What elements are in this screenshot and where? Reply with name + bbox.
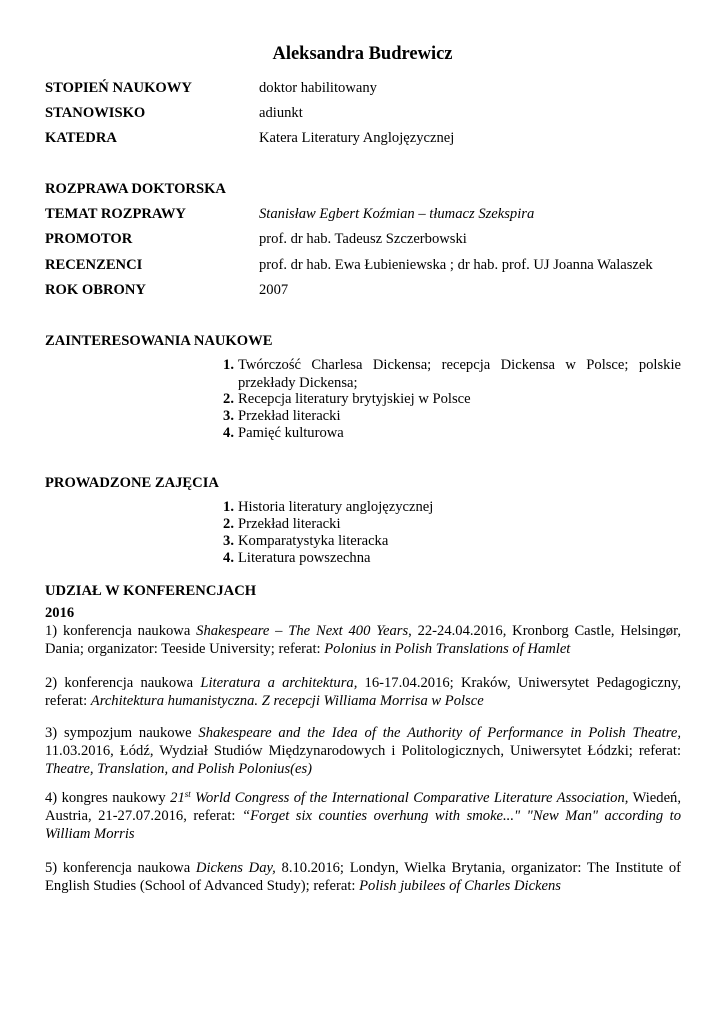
list-item [216, 356, 681, 392]
conferences-year: 2016 [45, 605, 75, 621]
department-label: KATEDRA [45, 130, 117, 146]
list-item-text: Przekład literacki [238, 516, 341, 532]
paper-title: “Forget six counties overhung with smoke..." "New Man" according to [241, 808, 682, 824]
degree-label: STOPIEŃ NAUKOWY [45, 80, 192, 96]
defense-year-value: 2007 [259, 282, 289, 298]
conference-type: 3) sympozjum naukowe [45, 725, 199, 741]
list-item-number: 3. [223, 533, 234, 549]
paper-title: Polonius in Polish Translations of Hamlet [324, 641, 571, 657]
conference-type: 1) konferencja naukowa [45, 623, 197, 639]
paper-title: Polish jubilees of Charles Dickens [359, 878, 561, 894]
list-item-text: Komparatystyka literacka [238, 533, 389, 549]
list-item [216, 390, 681, 408]
thesis-topic-label: TEMAT ROZPRAWY [45, 206, 186, 222]
conference-title [170, 790, 628, 806]
conference-details: 11.03.2016, Łódź, Wydział Studiów Międzynarodowych i Politologicznych, Uniwersytet Łódzki; referat: [45, 743, 681, 759]
conference-entry-1 [45, 622, 681, 658]
courses-heading: PROWADZONE ZAJĘCIA [45, 475, 219, 491]
conference-entry-2 [45, 674, 681, 710]
list-item [216, 498, 681, 516]
interests-heading: ZAINTERESOWANIA NAUKOWE [45, 333, 273, 349]
conference-details: Wiedeń, [628, 790, 682, 806]
paper-title: Theatre, Translation, and Polish Polonius(es) [45, 761, 313, 777]
conference-entry-5 [45, 859, 681, 895]
list-item-number: 1. [223, 357, 234, 373]
promotor-value: prof. dr hab. Tadeusz Szczerbowski [259, 231, 467, 247]
list-item-text: Przekład literacki [238, 408, 341, 424]
list-item-text: Recepcja literatury brytyjskiej w Polsce [238, 391, 471, 407]
list-item-number: 3. [223, 408, 234, 424]
conference-title: Shakespeare and the Idea of the Authority of Performance in Polish Theatre, [198, 725, 682, 741]
conference-details: 8.10.2016; Londyn, Wielka Brytania, organizator: The Institute of [275, 860, 682, 876]
list-item [216, 532, 681, 550]
degree-value: doktor habilitowany [259, 80, 377, 96]
thesis-topic-value: Stanisław Egbert Koźmian – tłumacz Szekspira [259, 206, 535, 222]
list-item-number: 2. [223, 516, 234, 532]
conference-details: 16-17.04.2016; Kraków, Uniwersytet Pedagogiczny, [357, 675, 681, 691]
list-item-text: Pamięć kulturowa [238, 425, 344, 441]
conference-details-cont: English Studies (School of Advanced Study); referat: [45, 878, 360, 894]
list-item-text: Twórczość Charlesa Dickensa; recepcja Dickensa w Polsce; polskie przekłady Dickensa; [238, 357, 681, 391]
list-item [216, 549, 681, 567]
position-value: adiunkt [259, 105, 303, 121]
ordinal-number: 21 [170, 790, 185, 806]
page-title: Aleksandra Budrewicz [272, 44, 453, 64]
conference-type: 2) konferencja naukowa [45, 675, 201, 691]
conference-details-cont: Dania; organizator: Teeside University; referat: [45, 641, 325, 657]
list-item [216, 407, 681, 425]
conferences-heading: UDZIAŁ W KONFERENCJACH [45, 583, 257, 599]
department-value: Katera Literatury Anglojęzycznej [259, 130, 455, 146]
paper-title-cont: William Morris [45, 826, 135, 842]
list-item-number: 1. [223, 499, 234, 515]
doctoral-heading: ROZPRAWA DOKTORSKA [45, 181, 226, 197]
list-item-number: 2. [223, 391, 234, 407]
conference-details: , 22-24.04.2016, Kronborg Castle, Helsingør, [408, 623, 682, 639]
conference-title: Literatura a architektura, [200, 675, 358, 691]
position-label: STANOWISKO [45, 105, 146, 121]
reviewers-value: prof. dr hab. Ewa Łubieniewska ; dr hab. prof. UJ Joanna Walaszek [259, 257, 653, 273]
reviewers-label: RECENZENCI [45, 257, 143, 273]
promotor-label: PROMOTOR [45, 231, 133, 247]
conference-type: 4) kongres naukowy [45, 790, 171, 806]
conference-title-rest: World Congress of the International Comparative Literature Association, [190, 790, 629, 806]
list-item-number: 4. [223, 425, 234, 441]
conference-entry-4 [45, 789, 681, 843]
list-item [216, 424, 681, 442]
ordinal-suffix: st [184, 789, 191, 799]
paper-title: Architektura humanistyczna. Z recepcji Williama Morrisa w Polsce [90, 693, 484, 709]
list-item-text: Literatura powszechna [238, 550, 371, 566]
conference-type: 5) konferencja naukowa [45, 860, 196, 876]
conference-entry-3 [45, 724, 681, 778]
conference-details-cont: referat: [45, 693, 91, 709]
conference-title: Dickens Day, [195, 860, 276, 876]
conference-title: Shakespeare – The Next 400 Years [196, 623, 409, 639]
list-item-text: Historia literatury anglojęzycznej [238, 499, 434, 515]
defense-year-label: ROK OBRONY [45, 282, 146, 298]
conference-details-cont: Austria, 21-27.07.2016, referat: [45, 808, 242, 824]
list-item [216, 515, 681, 533]
list-item-number: 4. [223, 550, 234, 566]
